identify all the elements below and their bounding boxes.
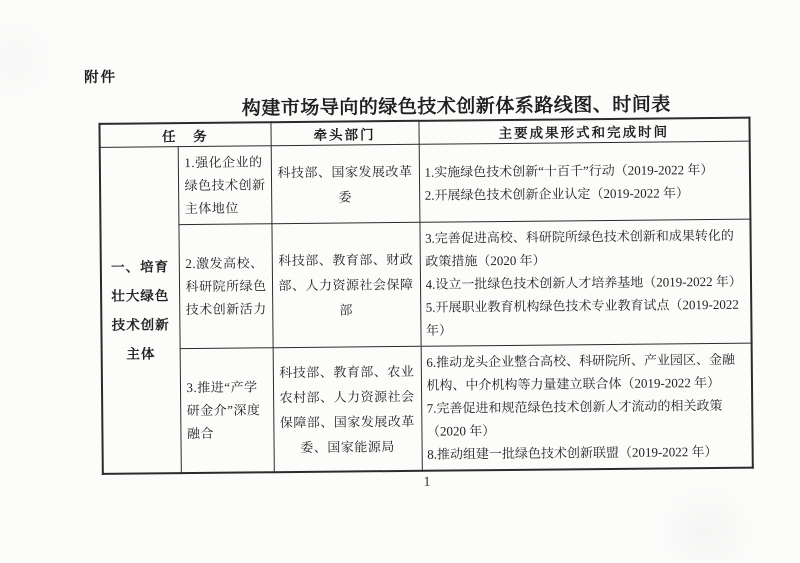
- category-cell: 一、培育壮大绿色技术创新主体: [100, 147, 181, 474]
- outcome-cell-2: [419, 219, 751, 346]
- document-title: 构建市场导向的绿色技术创新体系路线图、时间表: [241, 94, 671, 120]
- table-row-3: [102, 343, 753, 474]
- task-cell-1: 1.强化企业的绿色技术创新主体地位: [178, 146, 272, 225]
- outcome-item: 5.开展职业教育机构绿色技术专业教育试点（2019-2022 年）: [425, 296, 739, 338]
- outcome-cell-3: [421, 343, 753, 471]
- outcome-item: 7.完善促进和规范绿色技术创新人才流动的相关政策（2020 年）: [426, 397, 723, 439]
- table-row-1: [100, 141, 751, 225]
- column-header-lead-department: 牵头部门: [270, 121, 418, 146]
- task-cell-2: 2.激发高校、科研院所绿色技术创新活力: [178, 224, 272, 349]
- roadmap-table: [98, 117, 753, 475]
- attachment-label: 附件: [83, 69, 118, 87]
- page-number: 1: [423, 473, 431, 489]
- outcome-item: 4.设立一批绿色技术创新人才培养基地（2019-2022 年）: [425, 273, 742, 292]
- outcome-item: 3.完善促进高校、科研院所绿色技术创新和成果转化的政策措施（2020 年）: [425, 227, 734, 269]
- column-header-task: 任 务: [99, 122, 270, 147]
- outcome-item: 2.开展绿色技术创新企业认定（2019-2022 年）: [424, 184, 690, 203]
- outcome-item: 1.实施绿色技术创新“十百千”行动（2019-2022 年）: [424, 161, 714, 180]
- lead-department-cell-2: 科技部、教育部、财政部、人力资源社会保障部: [271, 222, 420, 347]
- lead-department-cell-3: 科技部、教育部、农业农村部、人力资源社会保障部、国家发展改革委、国家能源局: [273, 346, 422, 472]
- table-row-2: [100, 219, 751, 349]
- outcome-item: 8.推动组建一批绿色技术创新联盟（2019-2022 年）: [427, 443, 718, 462]
- column-header-outcomes: 主要成果形式和完成时间: [418, 118, 749, 145]
- lead-department-cell-1: 科技部、国家发展改革委: [271, 144, 420, 223]
- outcome-cell-1: [419, 141, 751, 222]
- outcome-item: 6.推动龙头企业整合高校、科研院所、产业园区、金融机构、中介机构等力量建立联合体（2019-2022 年）: [426, 351, 736, 393]
- task-cell-3: 3.推进“产学研金介”深度融合: [180, 348, 274, 473]
